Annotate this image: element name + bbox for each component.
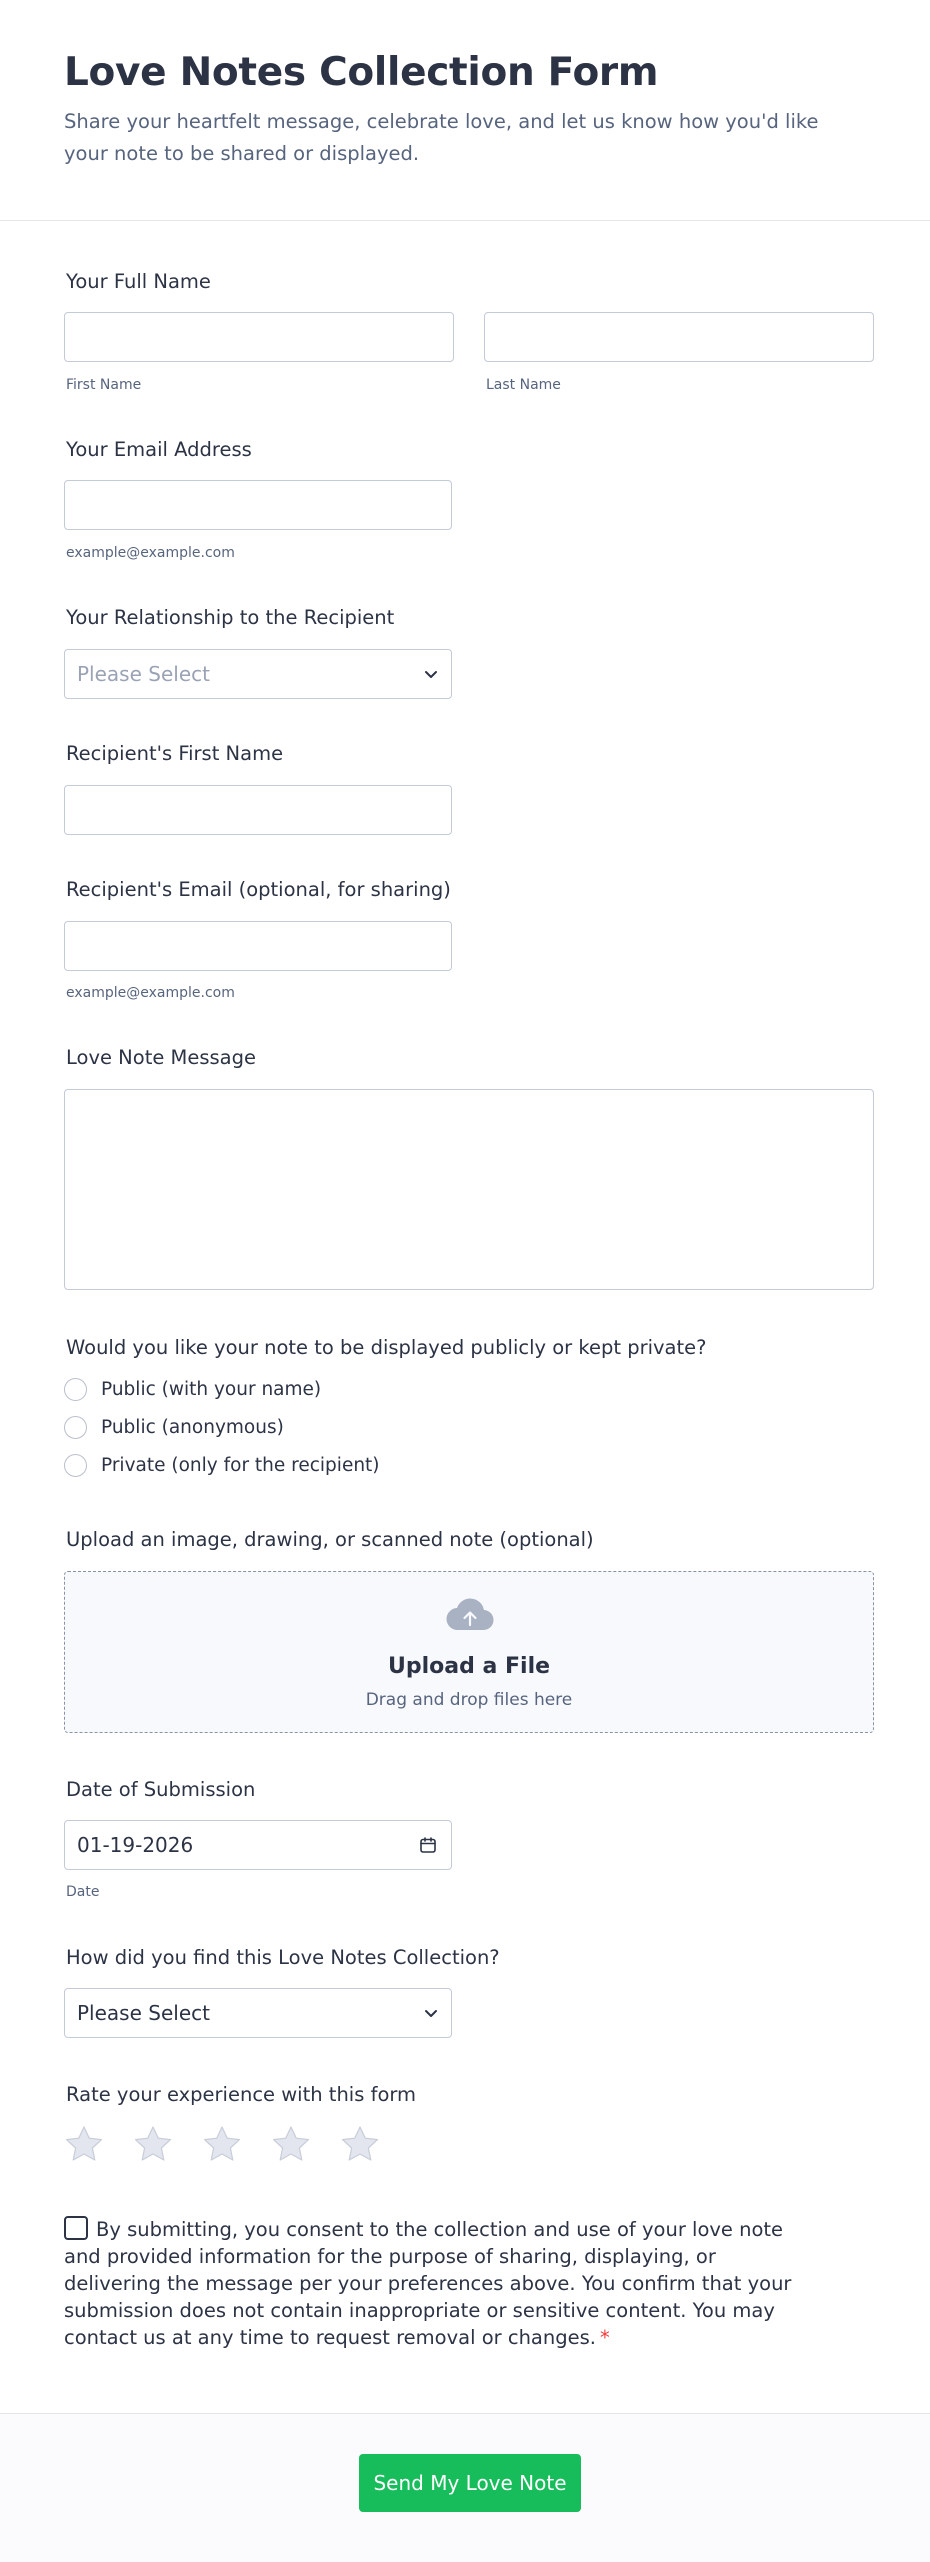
calendar-icon[interactable]	[419, 1836, 437, 1854]
form-header	[0, 0, 930, 221]
date-sublabel: Date	[66, 1884, 100, 1900]
form-title: Love Notes Collection Form	[64, 50, 659, 95]
found-select-value: Please Select	[77, 2001, 210, 2025]
radio-button[interactable]	[64, 1454, 87, 1477]
star-icon[interactable]	[271, 2125, 311, 2163]
email-input[interactable]	[64, 480, 452, 530]
file-upload-dropzone[interactable]	[64, 1571, 874, 1733]
date-label: Date of Submission	[66, 1778, 256, 1801]
upload-label: Upload an image, drawing, or scanned note (optional)	[66, 1528, 594, 1551]
last-name-sublabel: Last Name	[486, 377, 561, 393]
email-sublabel: example@example.com	[66, 545, 235, 561]
chevron-down-icon	[423, 666, 439, 682]
chevron-down-icon	[423, 2005, 439, 2021]
radio-option-label: Public (anonymous)	[101, 1417, 284, 1438]
recipient-email-sublabel: example@example.com	[66, 985, 235, 1001]
rating-label: Rate your experience with this form	[66, 2083, 417, 2106]
cloud-upload-icon	[445, 1597, 495, 1633]
date-input[interactable]	[64, 1820, 452, 1870]
message-textarea[interactable]	[64, 1089, 874, 1290]
form-footer	[0, 2413, 930, 2562]
star-icon[interactable]	[202, 2125, 242, 2163]
star-icon[interactable]	[64, 2125, 104, 2163]
upload-subtitle: Drag and drop files here	[365, 1690, 573, 1710]
last-name-input[interactable]	[484, 312, 874, 362]
relationship-select[interactable]	[64, 649, 452, 699]
star-icon[interactable]	[340, 2125, 380, 2163]
full-name-label: Your Full Name	[66, 270, 211, 293]
recipient-email-label: Recipient's Email (optional, for sharing)	[66, 878, 451, 901]
found-label: How did you find this Love Notes Collection?	[66, 1946, 500, 1969]
radio-option-label: Private (only for the recipient)	[101, 1455, 380, 1476]
recipient-first-name-input[interactable]	[64, 785, 452, 835]
consent-checkbox[interactable]	[64, 2216, 88, 2240]
submit-button[interactable]: Send My Love Note	[359, 2454, 581, 2512]
form-subtitle: Share your heartfelt message, celebrate love, and let us know how you'd like your note to be shared or displayed.	[64, 110, 819, 165]
required-asterisk: *	[599, 2326, 610, 2349]
found-select[interactable]	[64, 1988, 452, 2038]
first-name-input[interactable]	[64, 312, 454, 362]
display-label: Would you like your note to be displayed publicly or kept private?	[66, 1336, 707, 1359]
recipient-email-input[interactable]	[64, 921, 452, 971]
relationship-label: Your Relationship to the Recipient	[66, 606, 395, 629]
radio-option-label: Public (with your name)	[101, 1379, 322, 1400]
date-value: 01-19-2026	[77, 1833, 194, 1857]
consent-field	[64, 2216, 804, 2351]
relationship-select-value: Please Select	[77, 662, 210, 686]
star-icon[interactable]	[133, 2125, 173, 2163]
upload-title: Upload a File	[387, 1654, 551, 1679]
email-label: Your Email Address	[66, 438, 252, 461]
recipient-first-name-label: Recipient's First Name	[66, 742, 284, 765]
first-name-sublabel: First Name	[66, 377, 142, 393]
consent-text: By submitting, you consent to the collection and use of your love note and provided information for the purpose of sharing, displaying, or delivering the message per your preferences above. You confirm that your submission does not contain inappropriate or sensitive content. You may contact us at any time to request removal or changes.	[64, 2218, 792, 2349]
message-label: Love Note Message	[66, 1046, 257, 1069]
radio-button[interactable]	[64, 1378, 87, 1401]
radio-button[interactable]	[64, 1416, 87, 1439]
